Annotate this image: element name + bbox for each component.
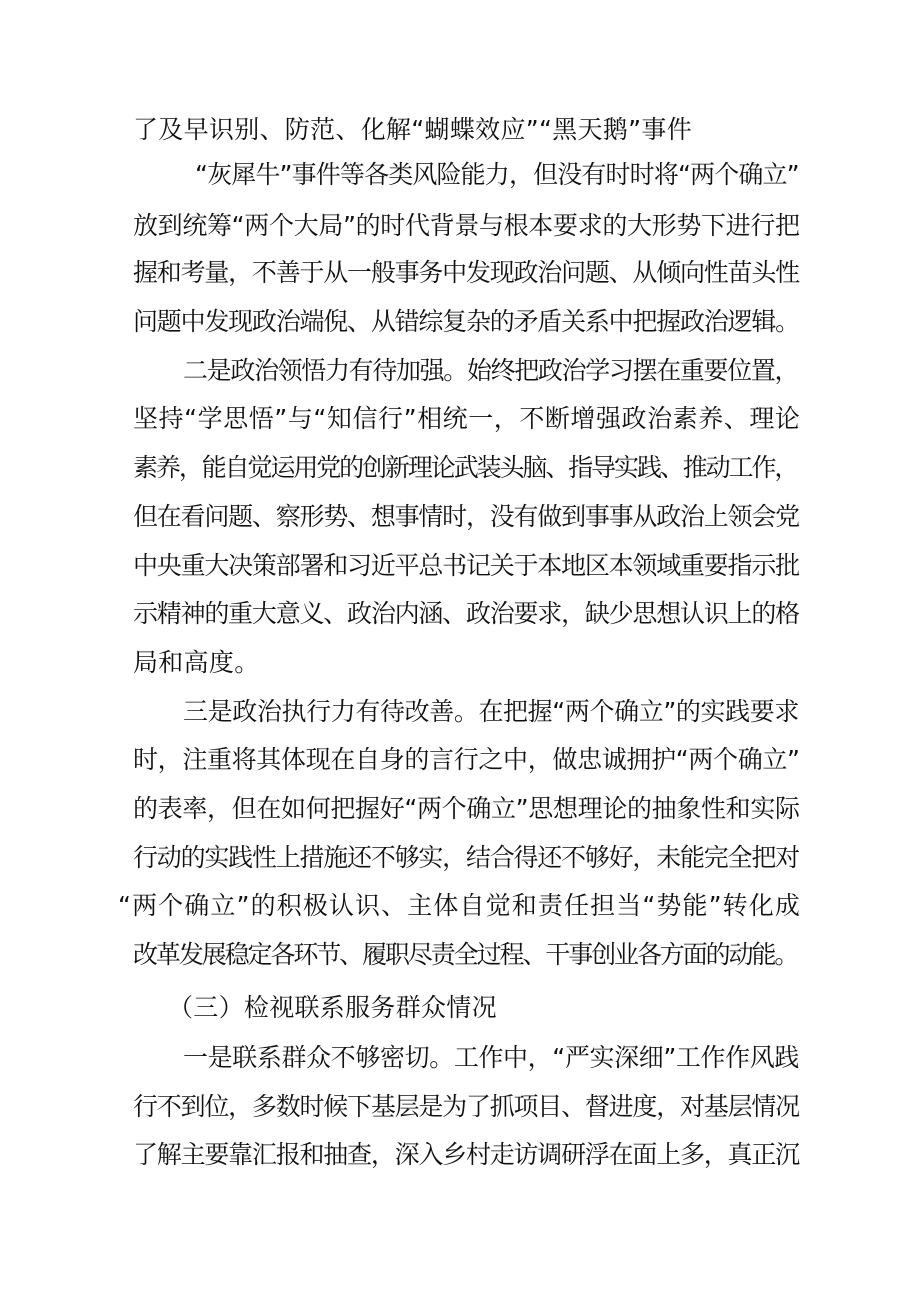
text-line: 中央重大决策部署和习近平总书记关于本地区本领域重要指示批 [133, 551, 799, 580]
text-line: 行动的实践性上措施还不够实，结合得还不够好，未能完全把对 [133, 843, 799, 872]
text-line: “灰犀牛”事件等各类风险能力，但没有时时将“两个确立” [195, 160, 799, 189]
text-line: “两个确立”的积极认识、主体自觉和责任担当“势能”转化成 [118, 891, 802, 920]
text-line: 了解主要靠汇报和抽查，深入乡村走访调研浮在面上多，真正沉 [133, 1140, 799, 1169]
text-line: 坚持“学思悟”与“知信行”相统一，不断增强政治素养、理论 [133, 404, 801, 433]
text-line: 改革发展稳定各环节、履职尽责全过程、干事创业各方面的动能。 [133, 940, 798, 969]
paragraph-heading: 三是政治执行力有待改善。在把握“两个确立”的实践要求 [183, 697, 800, 726]
text-line: 但在看问题、察形势、想事情时，没有做到事事从政治上领会党 [133, 502, 799, 531]
text-line: 素养，能自觉运用党的创新理论武装头脑、指导实践、推动工作， [133, 453, 798, 482]
paragraph-heading: 二是政治领悟力有待加强。始终把政治学习摆在重要位置， [183, 356, 799, 385]
paragraph-heading: 一是联系群众不够密切。工作中，“严实深细”工作作风践 [183, 1043, 800, 1072]
text-line: 握和考量，不善于从一般事务中发现政治问题、从倾向性苗头性 [133, 258, 799, 287]
text-line: 放到统筹“两个大局”的时代背景与根本要求的大形势下进行把 [133, 211, 800, 240]
text-line: 问题中发现政治端倪、从错综复杂的矛盾关系中把握政治逻辑。 [133, 307, 799, 336]
text-line: 示精神的重大意义、政治内涵、政治要求，缺少思想认识上的格 [133, 599, 799, 628]
text-line: 的表率，但在如何把握好“两个确立”思想理论的抽象性和实际 [133, 794, 800, 823]
text-line: 行不到位，多数时候下基层是为了抓项目、督进度，对基层情况 [133, 1092, 799, 1121]
section-heading: （三）检视联系服务群众情况 [168, 993, 497, 1022]
text-line: 了及早识别、防范、化解“蝴蝶效应”“黑天鹅”事件 [133, 115, 693, 144]
text-line: 时，注重将其体现在自身的言行之中，做忠诚拥护“两个确立” [133, 745, 800, 774]
text-line: 局和高度。 [133, 648, 260, 677]
